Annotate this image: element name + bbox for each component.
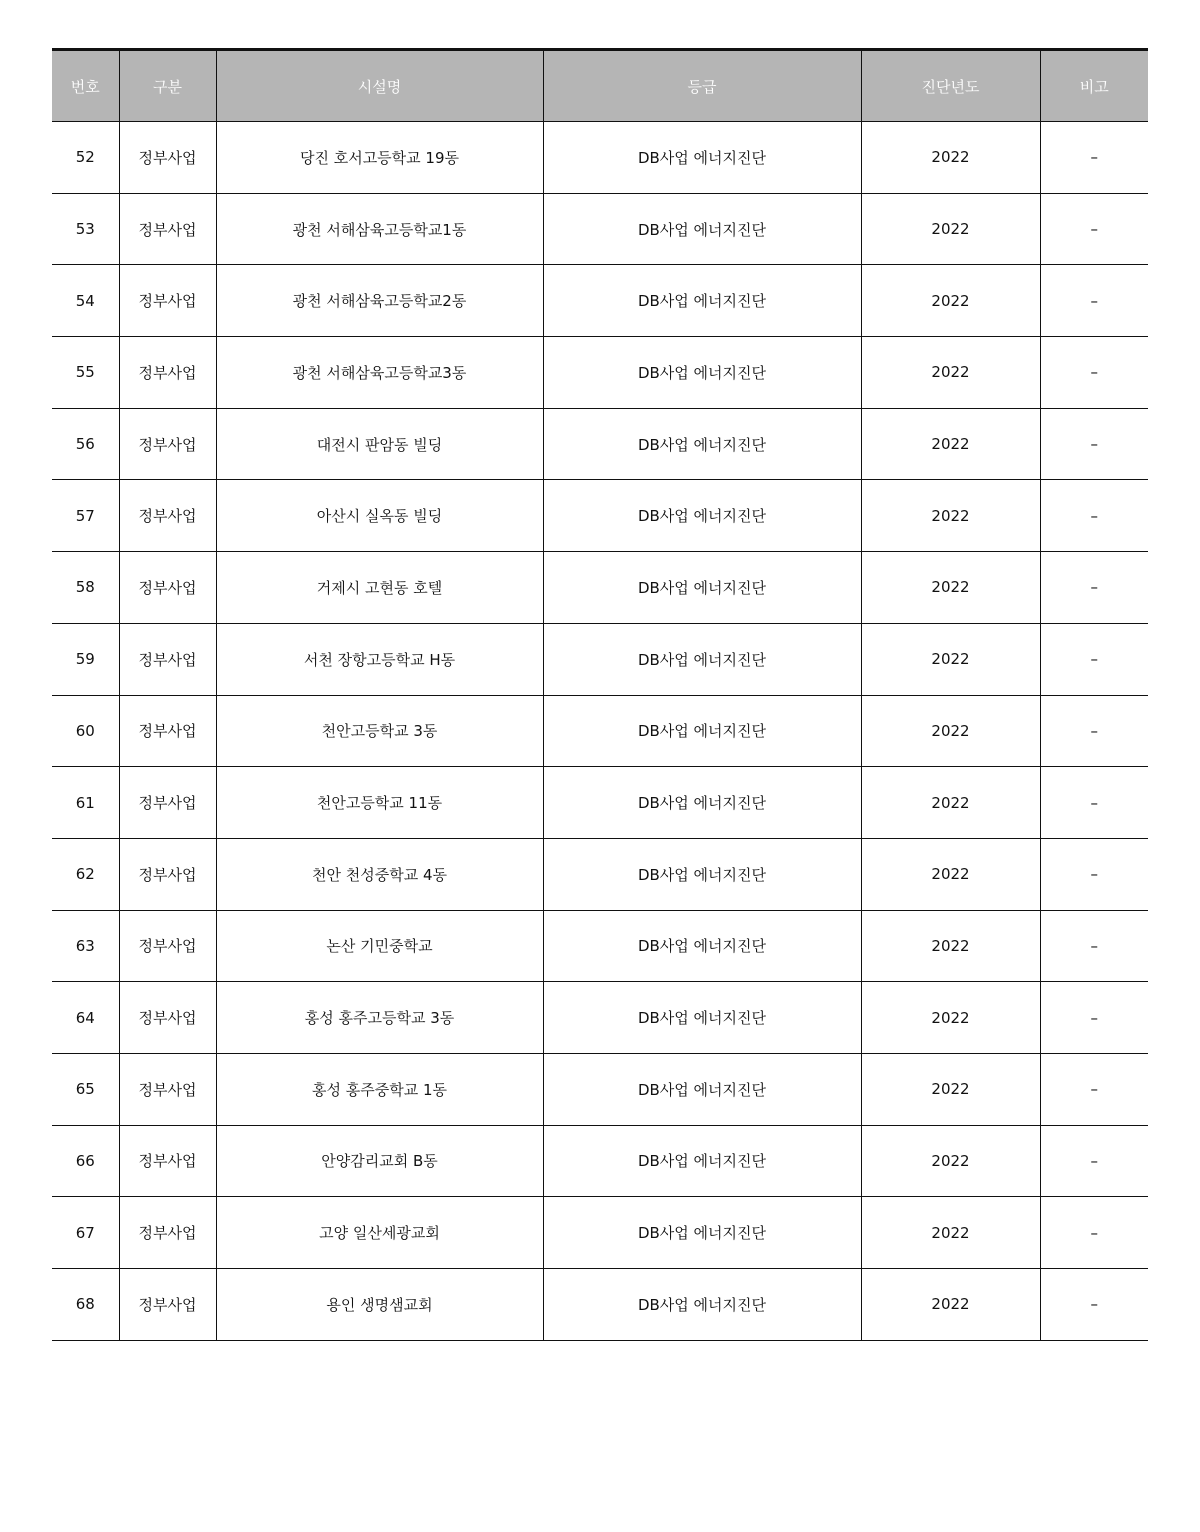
header-category: 구분 <box>119 50 216 122</box>
table-row <box>52 982 1148 1054</box>
cell-year: 2022 <box>861 552 1040 624</box>
cell-facility: 용인 생명샘교회 <box>216 1269 543 1341</box>
cell-grade: DB사업 에너지진단 <box>543 337 861 409</box>
cell-no: 52 <box>52 122 119 194</box>
cell-no: 57 <box>52 480 119 552</box>
cell-note: – <box>1040 408 1148 480</box>
cell-grade: DB사업 에너지진단 <box>543 623 861 695</box>
cell-year: 2022 <box>861 337 1040 409</box>
cell-year: 2022 <box>861 838 1040 910</box>
cell-facility: 홍성 홍주고등학교 3동 <box>216 982 543 1054</box>
cell-facility: 고양 일산세광교회 <box>216 1197 543 1269</box>
cell-no: 60 <box>52 695 119 767</box>
header-grade: 등급 <box>543 50 861 122</box>
cell-note: – <box>1040 695 1148 767</box>
cell-grade: DB사업 에너지진단 <box>543 1197 861 1269</box>
cell-facility: 당진 호서고등학교 19동 <box>216 122 543 194</box>
cell-no: 64 <box>52 982 119 1054</box>
cell-year: 2022 <box>861 193 1040 265</box>
header-facility: 시설명 <box>216 50 543 122</box>
cell-facility: 광천 서해삼육고등학교2동 <box>216 265 543 337</box>
cell-note: – <box>1040 910 1148 982</box>
table-header <box>52 50 1148 122</box>
cell-note: – <box>1040 1269 1148 1341</box>
cell-facility: 서천 장항고등학교 H동 <box>216 623 543 695</box>
cell-facility: 천안고등학교 11동 <box>216 767 543 839</box>
cell-category: 정부사업 <box>119 193 216 265</box>
table-row <box>52 695 1148 767</box>
cell-no: 63 <box>52 910 119 982</box>
cell-no: 62 <box>52 838 119 910</box>
cell-category: 정부사업 <box>119 1125 216 1197</box>
table-row <box>52 767 1148 839</box>
table-row <box>52 910 1148 982</box>
cell-year: 2022 <box>861 265 1040 337</box>
cell-grade: DB사업 에너지진단 <box>543 480 861 552</box>
cell-grade: DB사업 에너지진단 <box>543 695 861 767</box>
cell-category: 정부사업 <box>119 1053 216 1125</box>
cell-category: 정부사업 <box>119 838 216 910</box>
cell-year: 2022 <box>861 1269 1040 1341</box>
header-no: 번호 <box>52 50 119 122</box>
cell-facility: 광천 서해삼육고등학교3동 <box>216 337 543 409</box>
cell-note: – <box>1040 265 1148 337</box>
cell-facility: 광천 서해삼육고등학교1동 <box>216 193 543 265</box>
cell-year: 2022 <box>861 1125 1040 1197</box>
cell-category: 정부사업 <box>119 910 216 982</box>
cell-note: – <box>1040 982 1148 1054</box>
cell-category: 정부사업 <box>119 408 216 480</box>
table-row <box>52 1269 1148 1341</box>
cell-year: 2022 <box>861 1197 1040 1269</box>
cell-facility: 대전시 판암동 빌딩 <box>216 408 543 480</box>
table-row <box>52 122 1148 194</box>
cell-no: 67 <box>52 1197 119 1269</box>
cell-no: 53 <box>52 193 119 265</box>
diagnosis-record-table-wrapper <box>52 48 1148 1341</box>
cell-note: – <box>1040 623 1148 695</box>
cell-year: 2022 <box>861 122 1040 194</box>
cell-category: 정부사업 <box>119 695 216 767</box>
cell-grade: DB사업 에너지진단 <box>543 910 861 982</box>
cell-grade: DB사업 에너지진단 <box>543 1125 861 1197</box>
cell-grade: DB사업 에너지진단 <box>543 265 861 337</box>
table-row <box>52 1125 1148 1197</box>
cell-category: 정부사업 <box>119 265 216 337</box>
table-row <box>52 337 1148 409</box>
cell-year: 2022 <box>861 767 1040 839</box>
cell-grade: DB사업 에너지진단 <box>543 408 861 480</box>
table-row <box>52 1197 1148 1269</box>
cell-category: 정부사업 <box>119 767 216 839</box>
cell-facility: 안양감리교회 B동 <box>216 1125 543 1197</box>
cell-category: 정부사업 <box>119 982 216 1054</box>
cell-note: – <box>1040 193 1148 265</box>
cell-no: 58 <box>52 552 119 624</box>
cell-note: – <box>1040 337 1148 409</box>
cell-facility: 천안 천성중학교 4동 <box>216 838 543 910</box>
cell-facility: 홍성 홍주중학교 1동 <box>216 1053 543 1125</box>
cell-grade: DB사업 에너지진단 <box>543 767 861 839</box>
header-note: 비고 <box>1040 50 1148 122</box>
diagnosis-record-table <box>52 48 1148 1341</box>
cell-no: 65 <box>52 1053 119 1125</box>
cell-note: – <box>1040 767 1148 839</box>
table-body <box>52 122 1148 1341</box>
cell-note: – <box>1040 1197 1148 1269</box>
cell-note: – <box>1040 1053 1148 1125</box>
table-row <box>52 408 1148 480</box>
cell-grade: DB사업 에너지진단 <box>543 552 861 624</box>
cell-no: 66 <box>52 1125 119 1197</box>
cell-year: 2022 <box>861 910 1040 982</box>
cell-category: 정부사업 <box>119 337 216 409</box>
table-row <box>52 838 1148 910</box>
table-row <box>52 480 1148 552</box>
cell-note: – <box>1040 838 1148 910</box>
cell-category: 정부사업 <box>119 480 216 552</box>
table-row <box>52 552 1148 624</box>
cell-year: 2022 <box>861 408 1040 480</box>
cell-year: 2022 <box>861 695 1040 767</box>
table-row <box>52 1053 1148 1125</box>
cell-grade: DB사업 에너지진단 <box>543 193 861 265</box>
cell-year: 2022 <box>861 480 1040 552</box>
cell-note: – <box>1040 1125 1148 1197</box>
cell-category: 정부사업 <box>119 552 216 624</box>
cell-no: 61 <box>52 767 119 839</box>
cell-no: 68 <box>52 1269 119 1341</box>
cell-no: 55 <box>52 337 119 409</box>
cell-no: 59 <box>52 623 119 695</box>
cell-year: 2022 <box>861 982 1040 1054</box>
cell-category: 정부사업 <box>119 623 216 695</box>
cell-category: 정부사업 <box>119 1269 216 1341</box>
cell-grade: DB사업 에너지진단 <box>543 1053 861 1125</box>
table-row <box>52 623 1148 695</box>
cell-note: – <box>1040 480 1148 552</box>
cell-grade: DB사업 에너지진단 <box>543 1269 861 1341</box>
cell-category: 정부사업 <box>119 122 216 194</box>
table-row <box>52 193 1148 265</box>
cell-category: 정부사업 <box>119 1197 216 1269</box>
table-row <box>52 265 1148 337</box>
header-year: 진단년도 <box>861 50 1040 122</box>
cell-grade: DB사업 에너지진단 <box>543 838 861 910</box>
cell-no: 56 <box>52 408 119 480</box>
cell-year: 2022 <box>861 623 1040 695</box>
cell-year: 2022 <box>861 1053 1040 1125</box>
cell-grade: DB사업 에너지진단 <box>543 982 861 1054</box>
cell-facility: 거제시 고현동 호텔 <box>216 552 543 624</box>
cell-facility: 천안고등학교 3동 <box>216 695 543 767</box>
cell-note: – <box>1040 122 1148 194</box>
cell-facility: 논산 기민중학교 <box>216 910 543 982</box>
cell-facility: 아산시 실옥동 빌딩 <box>216 480 543 552</box>
header-row <box>52 50 1148 122</box>
cell-note: – <box>1040 552 1148 624</box>
cell-no: 54 <box>52 265 119 337</box>
cell-grade: DB사업 에너지진단 <box>543 122 861 194</box>
